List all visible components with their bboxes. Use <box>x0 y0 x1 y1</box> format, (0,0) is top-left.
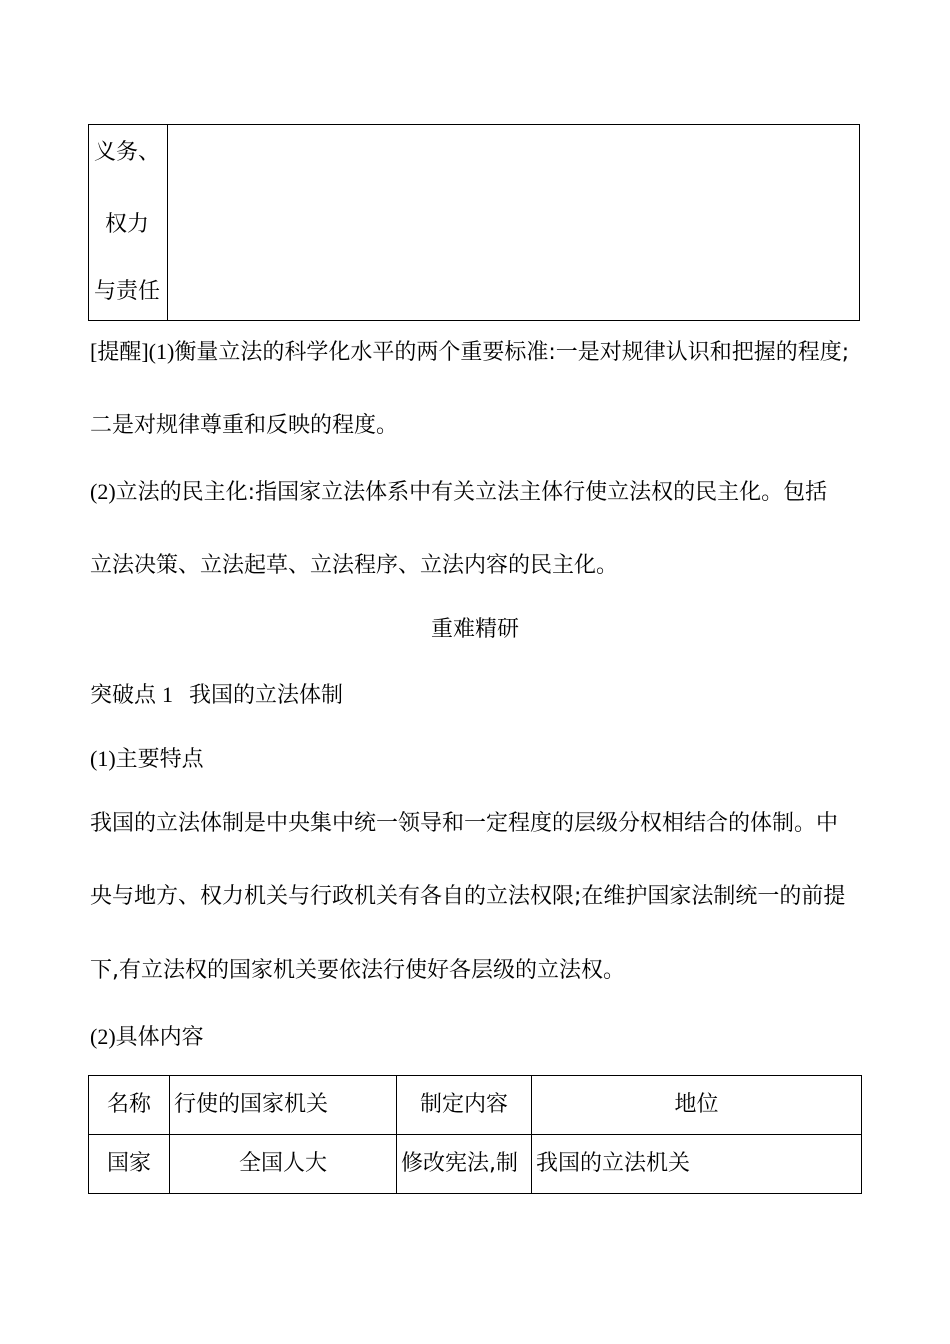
table-label-line-1: 义务、 <box>94 140 161 165</box>
content-heading-prefix: (2) <box>90 1024 116 1049</box>
cell-status: 我国的立法机关 <box>532 1135 862 1194</box>
breakthrough-number: 1 <box>162 682 174 707</box>
reminder-line-3 <box>90 477 827 508</box>
features-line-2: 央与地方、权力机关与行政机关有各自的立法权限;在维护国家法制统一的前提 <box>90 884 846 909</box>
features-heading-text: 主要特点 <box>115 747 204 772</box>
features-heading-prefix: (1) <box>90 746 116 771</box>
content-heading-text: 具体内容 <box>115 1025 204 1050</box>
reminder-line-4: 立法决策、立法起草、立法程序、立法内容的民主化。 <box>90 553 619 578</box>
reminder-prefix: [提醒](1) <box>90 339 175 364</box>
section-title: 重难精研 <box>431 617 520 642</box>
table-header-row <box>89 1076 862 1135</box>
cell-name: 国家 <box>89 1135 170 1194</box>
powers-duties-table <box>88 124 860 321</box>
header-status: 地位 <box>532 1076 862 1135</box>
reminder-line-2: 二是对规律尊重和反映的程度。 <box>90 413 399 438</box>
table-label-line-2: 权力 <box>105 212 150 237</box>
cell-content: 修改宪法,制 <box>397 1135 532 1194</box>
features-line-1: 我国的立法体制是中央集中统一领导和一定程度的层级分权相结合的体制。中 <box>90 811 839 836</box>
breakthrough-title: 我国的立法体制 <box>189 683 344 708</box>
features-line-3: 下,有立法权的国家机关要依法行使好各层级的立法权。 <box>90 958 625 983</box>
table-label-line-3: 与责任 <box>94 279 161 304</box>
reminder-item2-prefix: (2) <box>90 479 116 504</box>
cell-organ: 全国人大 <box>170 1135 397 1194</box>
content-heading <box>90 1022 204 1053</box>
reminder-text: 衡量立法的科学化水平的两个重要标准:一是对规律认识和把握的程度; <box>174 340 850 365</box>
breakthrough-heading <box>90 680 343 711</box>
header-content: 制定内容 <box>397 1076 532 1135</box>
reminder-item2-text: 立法的民主化:指国家立法体系中有关立法主体行使立法权的民主化。包括 <box>115 480 828 505</box>
table-column-divider <box>167 125 168 320</box>
reminder-line-1 <box>90 337 849 368</box>
breakthrough-prefix: 突破点 <box>90 683 157 708</box>
legislative-content-table <box>88 1075 862 1194</box>
table-row <box>89 1135 862 1194</box>
features-heading <box>90 744 204 775</box>
header-name: 名称 <box>89 1076 170 1135</box>
header-organ: 行使的国家机关 <box>170 1076 397 1135</box>
